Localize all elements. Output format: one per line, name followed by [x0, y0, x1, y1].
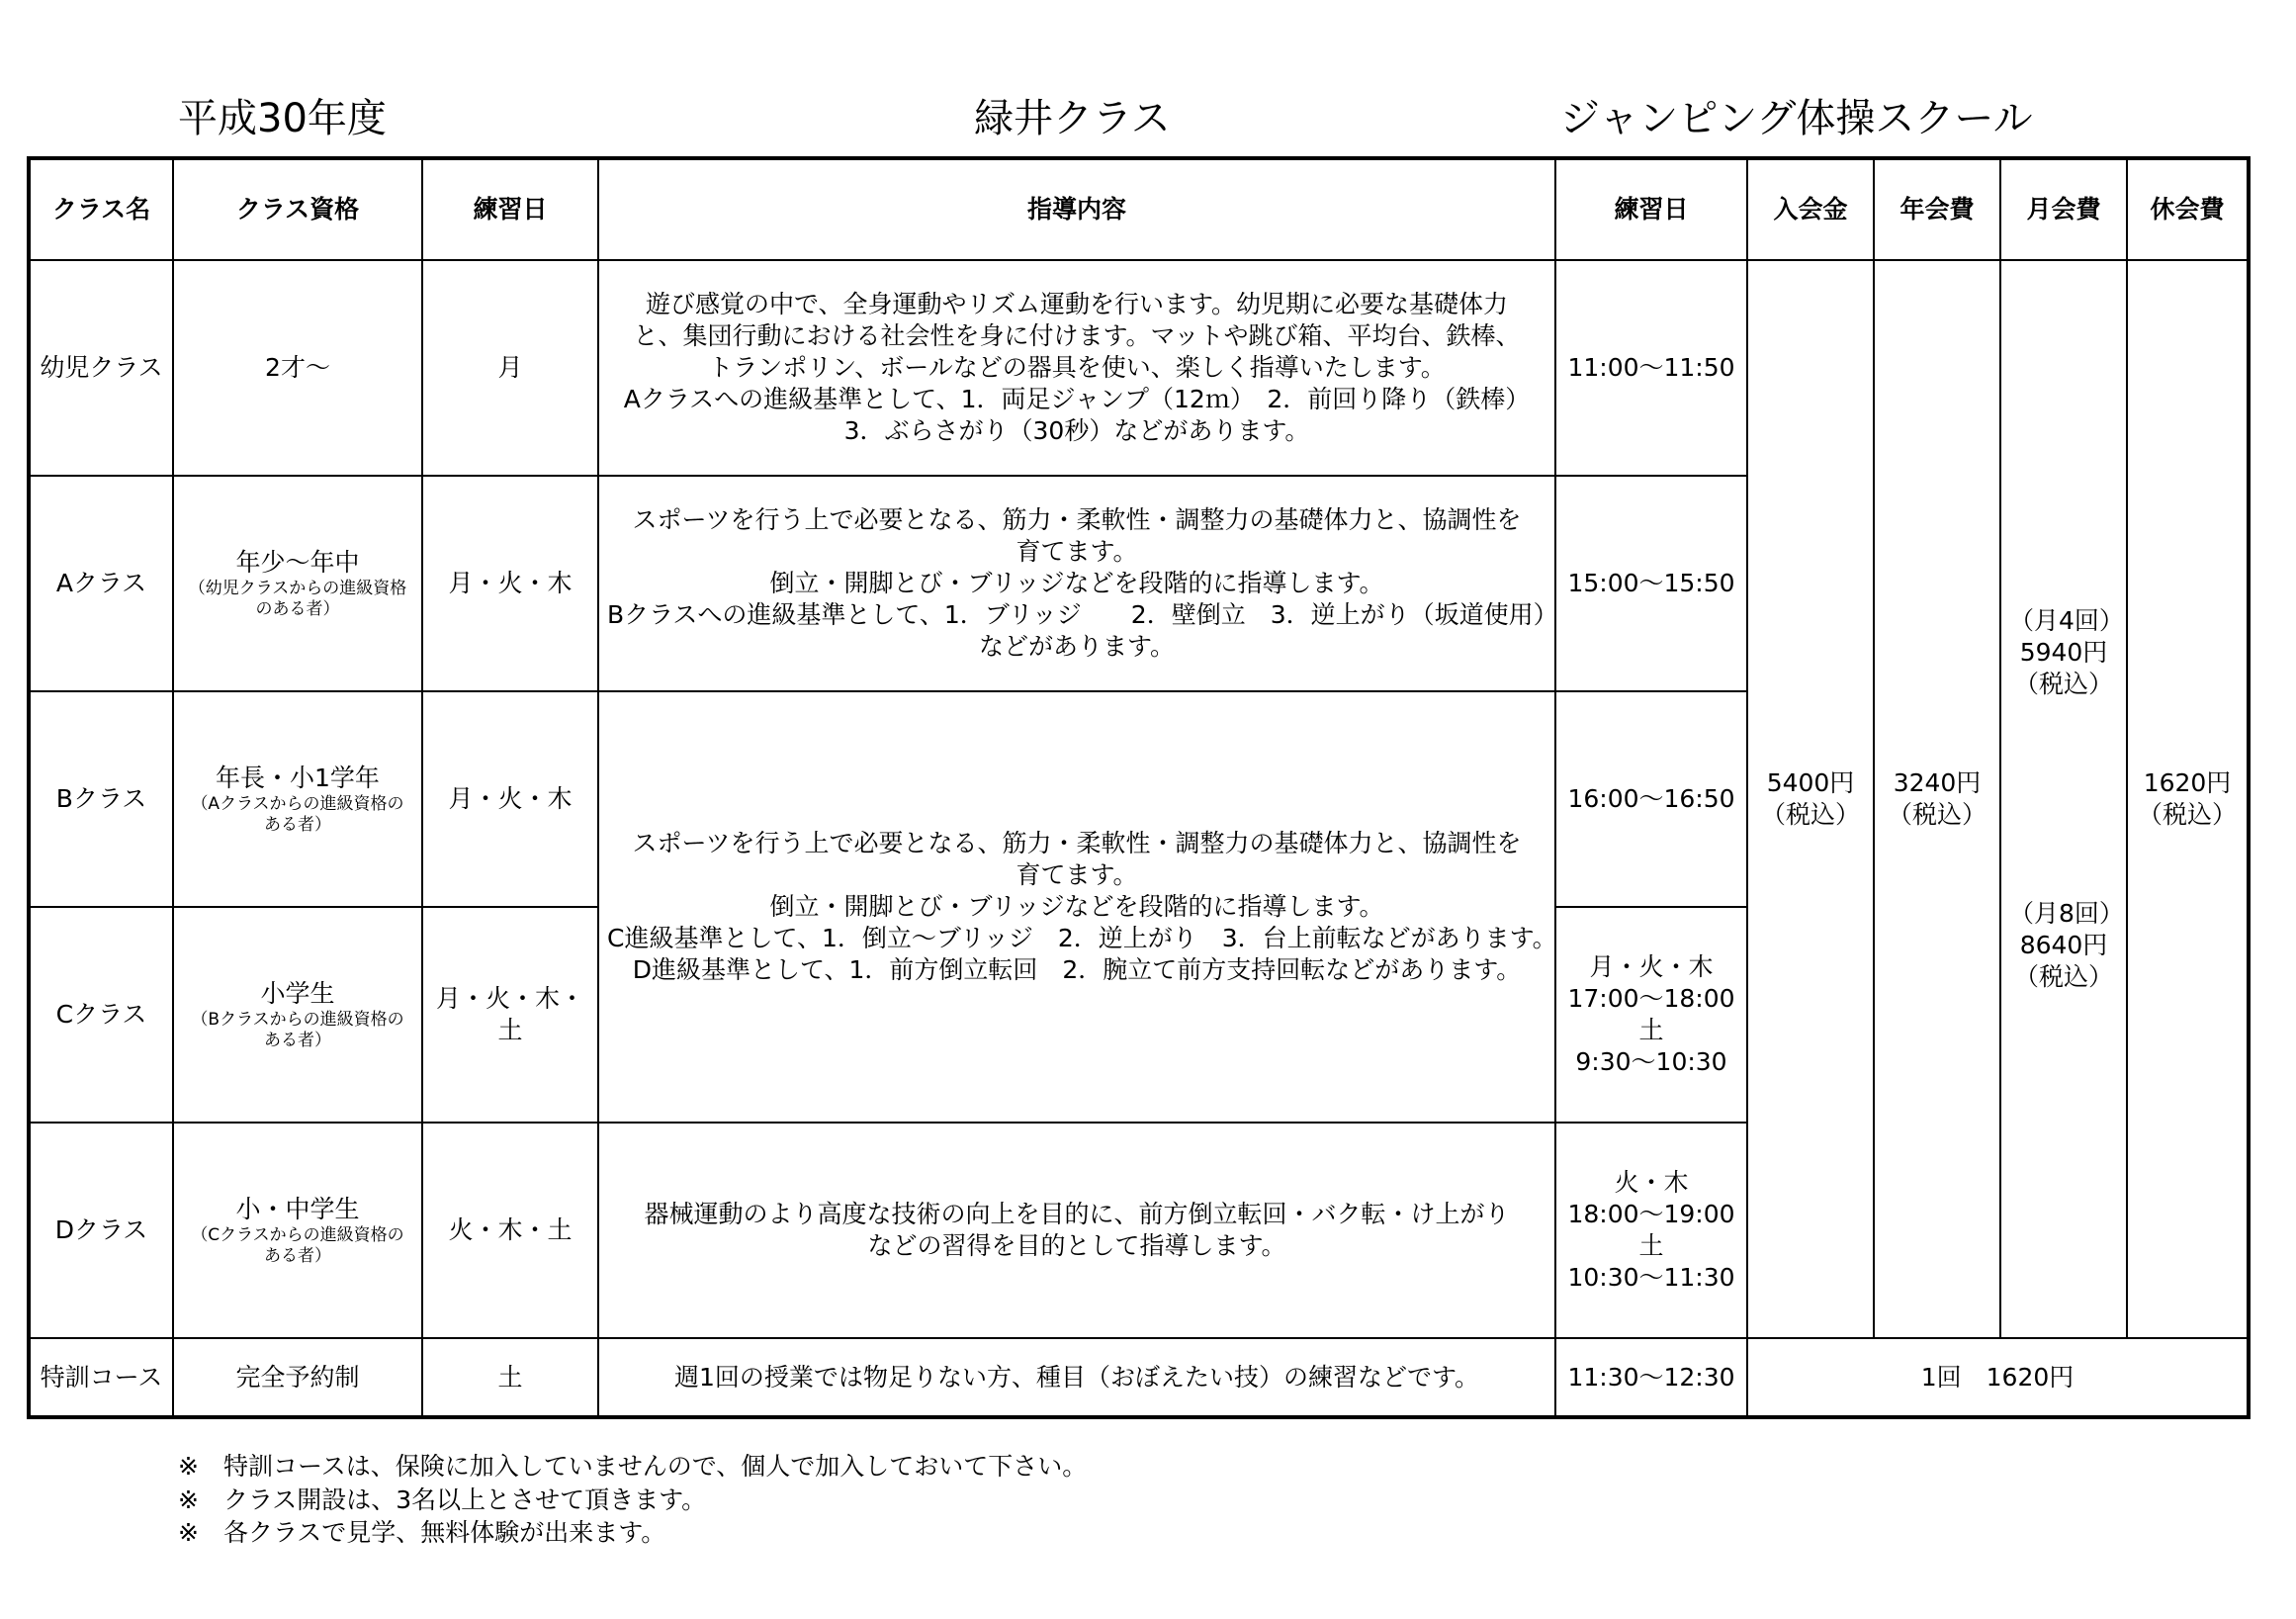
content-line: 週1回の授業では物足りない方、種目（おぼえたい技）の練習などです。	[674, 1362, 1479, 1392]
class-name: 幼児クラス	[29, 260, 173, 476]
time-line: 10:30～11:30	[1567, 1263, 1735, 1292]
class-schedule-table	[27, 156, 2251, 1419]
practice-days: 月・火・木	[422, 476, 598, 691]
table-row	[29, 1338, 2249, 1417]
class-qualification	[173, 691, 422, 907]
class-qualification	[173, 260, 422, 476]
practice-time	[1555, 1338, 1747, 1417]
content-line: 育てます。	[1016, 860, 1138, 889]
class-content	[598, 476, 1558, 691]
column-header: 練習日	[1555, 158, 1747, 260]
column-header: 休会費	[2127, 158, 2249, 260]
time-line: 15:00～15:50	[1567, 569, 1735, 597]
column-header: クラス資格	[173, 158, 422, 260]
qualification-main: 年少～年中	[235, 547, 360, 577]
fee-tax-note: （税込）	[1760, 800, 1860, 829]
time-line: 11:30～12:30	[1567, 1362, 1735, 1392]
column-header: 年会費	[1874, 158, 2000, 260]
class-name: Bクラス	[29, 691, 173, 907]
practice-time	[1555, 691, 1747, 907]
practice-days: 火・木・土	[422, 1123, 598, 1338]
practice-time	[1555, 260, 1747, 476]
content-line: D進級基準として、1．前方倒立転回 2．腕立て前方支持回転などがあります。	[632, 955, 1522, 984]
class-qualification	[173, 1123, 422, 1338]
qualification-main: 小・中学生	[235, 1194, 360, 1223]
content-line: 倒立・開脚とび・ブリッジなどを段階的に指導します。	[769, 569, 1384, 597]
content-line: Bクラスへの進級基準として、1．ブリッジ 2．壁倒立 3．逆上がり（坂道使用）	[607, 600, 1558, 629]
content-line: 育てます。	[1016, 537, 1138, 566]
fee-tax-note: （税込）	[2013, 670, 2113, 698]
class-name: Cクラス	[29, 907, 173, 1123]
qualification-main: 小学生	[260, 978, 335, 1008]
time-line: 9:30～10:30	[1575, 1047, 1727, 1076]
monthly-fee	[2000, 260, 2127, 1338]
content-line: トランポリン、ボールなどの器具を使い、楽しく指導いたします。	[708, 353, 1446, 382]
column-header: 指導内容	[598, 158, 1555, 260]
content-line: 遊び感覚の中で、全身運動やリズム運動を行います。幼児期に必要な基礎体力	[645, 290, 1508, 318]
fee-label: （月4回）	[2009, 606, 2124, 635]
footnote: ※ クラス開設は、3名以上とさせて頂きます。	[178, 1484, 707, 1514]
table-row	[29, 260, 2249, 476]
qualification-note: のある者）	[255, 599, 340, 619]
content-line: 器械運動のより高度な技術の向上を目的に、前方倒立転回・バク転・け上がり	[644, 1200, 1510, 1228]
time-line: 16:00～16:50	[1567, 784, 1735, 813]
class-qualification	[173, 907, 422, 1123]
practice-days: 土	[422, 1338, 598, 1417]
practice-days: 月・火・木・土	[422, 907, 598, 1123]
class-qualification	[173, 476, 422, 691]
column-header: クラス名	[29, 158, 173, 260]
content-line: スポーツを行う上で必要となる、筋力・柔軟性・調整力の基礎体力と、協調性を	[632, 829, 1522, 857]
content-line: C進級基準として、1．倒立～ブリッジ 2．逆上がり 3．台上前転などがあります。	[607, 924, 1557, 952]
class-content	[598, 1123, 1555, 1338]
content-line: 倒立・開脚とび・ブリッジなどを段階的に指導します。	[769, 892, 1384, 921]
qualification-main: 年長・小1学年	[216, 763, 380, 792]
class-name: Aクラス	[29, 476, 173, 691]
content-line: などがあります。	[978, 632, 1175, 661]
qualification-main: 2才～	[265, 353, 330, 382]
page-header	[0, 87, 2296, 146]
fee-amount: 1620円	[2143, 768, 2232, 797]
class-name: Dクラス	[29, 1123, 173, 1338]
monthly-fee-4-times	[2009, 605, 2124, 700]
time-line: 土	[1638, 1016, 1664, 1044]
practice-time	[1555, 907, 1747, 1123]
fee-tax-note: （税込）	[1887, 800, 1987, 829]
footnote: ※ 各クラスで見学、無料体験が出来ます。	[178, 1518, 666, 1547]
practice-days: 月・火・木	[422, 691, 598, 907]
time-line: 17:00～18:00	[1567, 984, 1735, 1013]
qualification-note: （Aクラスからの進級資格の	[191, 793, 404, 814]
monthly-fee-8-times	[2009, 898, 2124, 993]
footnotes	[178, 1450, 1087, 1550]
practice-time	[1555, 1123, 1747, 1338]
content-line: 3．ぶらさがり（30秒）などがあります。	[843, 416, 1310, 445]
qualification-note: ある者）	[264, 1246, 331, 1266]
class-name: 特訓コース	[29, 1338, 173, 1417]
fee-amount: 8640円	[2019, 931, 2108, 959]
time-line: 11:00～11:50	[1567, 353, 1735, 382]
qualification-note: （幼児クラスからの進級資格	[188, 578, 407, 598]
content-line: と、集団行動における社会性を身に付けます。マットや跳び箱、平均台、鉄棒、	[633, 321, 1521, 350]
qualification-note: （Cクラスからの進級資格の	[191, 1224, 404, 1245]
class-location-title: 緑井クラス	[974, 96, 1171, 141]
leave-fee	[2127, 260, 2249, 1338]
qualification-note: （Bクラスからの進級資格の	[191, 1009, 404, 1030]
column-header: 月会費	[2000, 158, 2127, 260]
class-content	[598, 1338, 1555, 1417]
annual-fee	[1874, 260, 2000, 1338]
time-line: 火・木	[1614, 1168, 1689, 1197]
fee-amount: 5940円	[2019, 638, 2108, 667]
content-line: などの習得を目的として指導します。	[867, 1231, 1286, 1260]
practice-time	[1555, 476, 1747, 691]
time-line: 月・火・木	[1589, 952, 1714, 981]
fee-tax-note: （税込）	[2013, 962, 2113, 991]
qualification-note: ある者）	[264, 1031, 331, 1050]
fiscal-year-title: 平成30年度	[178, 96, 387, 141]
time-line: 土	[1638, 1231, 1664, 1260]
practice-days: 月	[422, 260, 598, 476]
special-course-fee: 1回 1620円	[1747, 1338, 2249, 1417]
footnote: ※ 特訓コースは、保険に加入していませんので、個人で加入しておいて下さい。	[178, 1452, 1088, 1481]
fee-tax-note: （税込）	[2137, 800, 2237, 829]
table-header-row	[29, 158, 2249, 260]
content-line: Aクラスへの進級基準として、1．両足ジャンプ（12ｍ） 2．前回り降り（鉄棒）	[623, 385, 1531, 413]
class-content	[598, 260, 1555, 476]
column-header: 入会金	[1747, 158, 1874, 260]
class-content	[598, 691, 1555, 1123]
fee-amount: 3240円	[1893, 768, 1982, 797]
qualification-note: ある者）	[264, 815, 331, 835]
school-name-title: ジャンピング体操スクール	[1560, 96, 2033, 141]
qualification-main: 完全予約制	[235, 1362, 360, 1392]
column-header: 練習日	[422, 158, 598, 260]
time-line: 18:00～19:00	[1567, 1200, 1735, 1228]
fee-amount: 5400円	[1766, 768, 1855, 797]
entry-fee	[1747, 260, 1874, 1338]
fee-label: （月8回）	[2009, 899, 2124, 928]
content-line: スポーツを行う上で必要となる、筋力・柔軟性・調整力の基礎体力と、協調性を	[632, 505, 1522, 534]
class-qualification	[173, 1338, 422, 1417]
